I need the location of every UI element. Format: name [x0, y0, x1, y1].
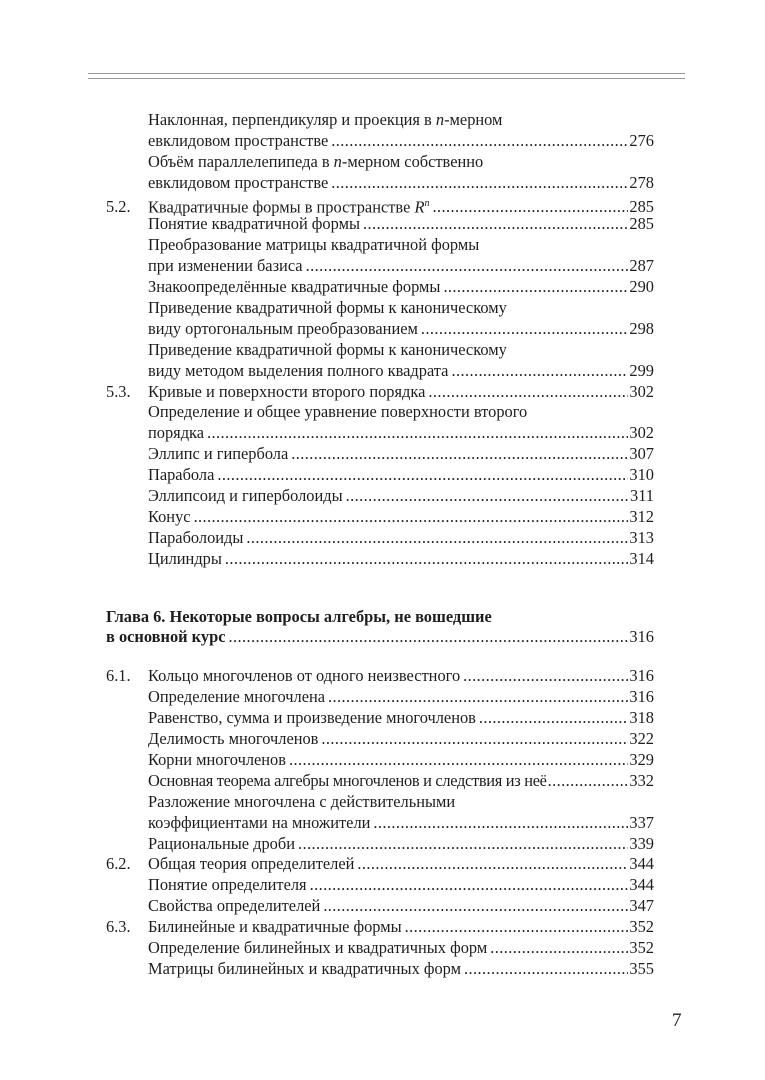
toc-entry[interactable]: порядка ..... 302	[106, 423, 654, 444]
toc-entry[interactable]: евклидовом пространстве ..... 278	[106, 173, 654, 194]
page-ref: 316	[629, 627, 654, 647]
page-ref: 355	[629, 958, 654, 978]
toc-entry[interactable]: Параболоиды ..... 313	[106, 528, 654, 549]
page-ref: 344	[629, 875, 654, 895]
toc-section-6-1[interactable]: 6.1. Кольцо многочленов от одного неизвестного ..... 316	[106, 666, 654, 687]
toc-entry[interactable]: Эллипсоид и гиперболоиды ..... 311	[106, 486, 654, 507]
header-rule-top	[88, 73, 685, 74]
page-ref: 329	[629, 749, 654, 769]
toc-entry[interactable]: Основная теорема алгебры многочленов и следствия из неё ..... 332	[106, 771, 654, 792]
page-ref: 298	[629, 318, 654, 338]
chapter-6-title: Глава 6. Некоторые вопросы алгебры, не вошедшие	[106, 606, 492, 626]
toc-entry[interactable]: евклидовом пространстве ..... 276	[106, 131, 654, 152]
toc-entry-text: Приведение квадратичной формы к каноническому	[148, 298, 507, 318]
toc-entry[interactable]: Парабола ..... 310	[106, 465, 654, 486]
toc-entry[interactable]: при изменении базиса ..... 287	[106, 256, 654, 277]
page-ref: 313	[629, 527, 654, 547]
toc-entry-text: Определение и общее уравнение поверхности второго	[148, 402, 528, 422]
page-ref: 312	[629, 506, 654, 526]
page-ref: 316	[629, 687, 654, 707]
toc-entry-text: Наклонная, перпендикуляр и проекция в n-мерном	[148, 110, 503, 129]
page-ref: 347	[629, 896, 654, 916]
page-number: 7	[672, 1010, 682, 1031]
page-ref: 302	[629, 423, 654, 443]
toc-entry[interactable]: Определение многочлена ..... 316	[106, 687, 654, 708]
toc-entry[interactable]: Понятие определителя ..... 344	[106, 875, 654, 896]
toc-entry[interactable]: Определение билинейных и квадратичных форм ..... 352	[106, 938, 654, 959]
toc-section-5-2[interactable]: 5.2. Квадратичные формы в пространстве $R^n$ ..... 285	[106, 194, 654, 215]
toc-entry-text: Объём параллелепипеда в n-мерном собственно	[148, 151, 484, 171]
page-ref: 302	[629, 381, 654, 401]
toc-entry[interactable]: Делимость многочленов ..... 322	[106, 729, 654, 750]
page-ref: 307	[629, 444, 654, 464]
toc-entry-text: Разложение многочлена с действительными	[148, 791, 456, 811]
toc-chapter-6[interactable]: в основной курс ..... 316	[106, 627, 654, 648]
page-ref: 344	[629, 854, 654, 874]
page-ref: 322	[629, 729, 654, 749]
toc-entry-text: Преобразование матрицы квадратичной формы	[148, 235, 480, 255]
toc-section-6-2[interactable]: 6.2. Общая теория определителей ..... 344	[106, 854, 654, 875]
page-ref: 285	[629, 197, 654, 217]
page-ref: 339	[629, 833, 654, 853]
page-ref: 299	[629, 360, 654, 380]
page-ref: 278	[629, 172, 654, 192]
toc-entry[interactable]: Равенство, сумма и произведение многочленов ..... 318	[106, 708, 654, 729]
page-ref: 337	[629, 812, 654, 832]
header-rule-bottom	[88, 78, 685, 79]
toc-entry-text: Приведение квадратичной формы к каноническому	[148, 339, 507, 359]
page-ref: 316	[629, 666, 654, 686]
toc-entry[interactable]: Рациональные дроби ..... 339	[106, 834, 654, 855]
toc-entry[interactable]: Свойства определителей ..... 347	[106, 896, 654, 917]
page-ref: 310	[629, 465, 654, 485]
page-ref: 318	[629, 708, 654, 728]
page-ref: 311	[630, 486, 654, 506]
page-ref: 290	[629, 277, 654, 297]
toc-entry[interactable]: Понятие квадратичной формы ..... 285	[106, 214, 654, 235]
page-ref: 285	[629, 214, 654, 234]
toc-entry[interactable]: коэффициентами на множители ..... 337	[106, 813, 654, 834]
toc-entry[interactable]: Знакоопределённые квадратичные формы ..... 290	[106, 277, 654, 298]
page-ref: 332	[629, 770, 654, 790]
toc-entry[interactable]: Конус ..... 312	[106, 507, 654, 528]
page-ref: 314	[629, 548, 654, 568]
toc-entry[interactable]: виду методом выделения полного квадрата ..... 299	[106, 361, 654, 382]
toc-entry[interactable]: Матрицы билинейных и квадратичных форм ..... 355	[106, 959, 654, 980]
toc-entry[interactable]: Корни многочленов ..... 329	[106, 750, 654, 771]
table-of-contents	[106, 110, 654, 980]
page-ref: 352	[629, 917, 654, 937]
page-ref: 276	[629, 130, 654, 150]
toc-section-5-3[interactable]: 5.3. Кривые и поверхности второго порядка ..... 302	[106, 382, 654, 403]
toc-entry[interactable]: Эллипс и гипербола ..... 307	[106, 444, 654, 465]
page-ref: 287	[629, 256, 654, 276]
page-ref: 352	[629, 937, 654, 957]
toc-entry[interactable]: Цилиндры ..... 314	[106, 549, 654, 570]
toc-section-6-3[interactable]: 6.3. Билинейные и квадратичные формы ..... 352	[106, 917, 654, 938]
toc-entry[interactable]: виду ортогональным преобразованием ..... 298	[106, 319, 654, 340]
